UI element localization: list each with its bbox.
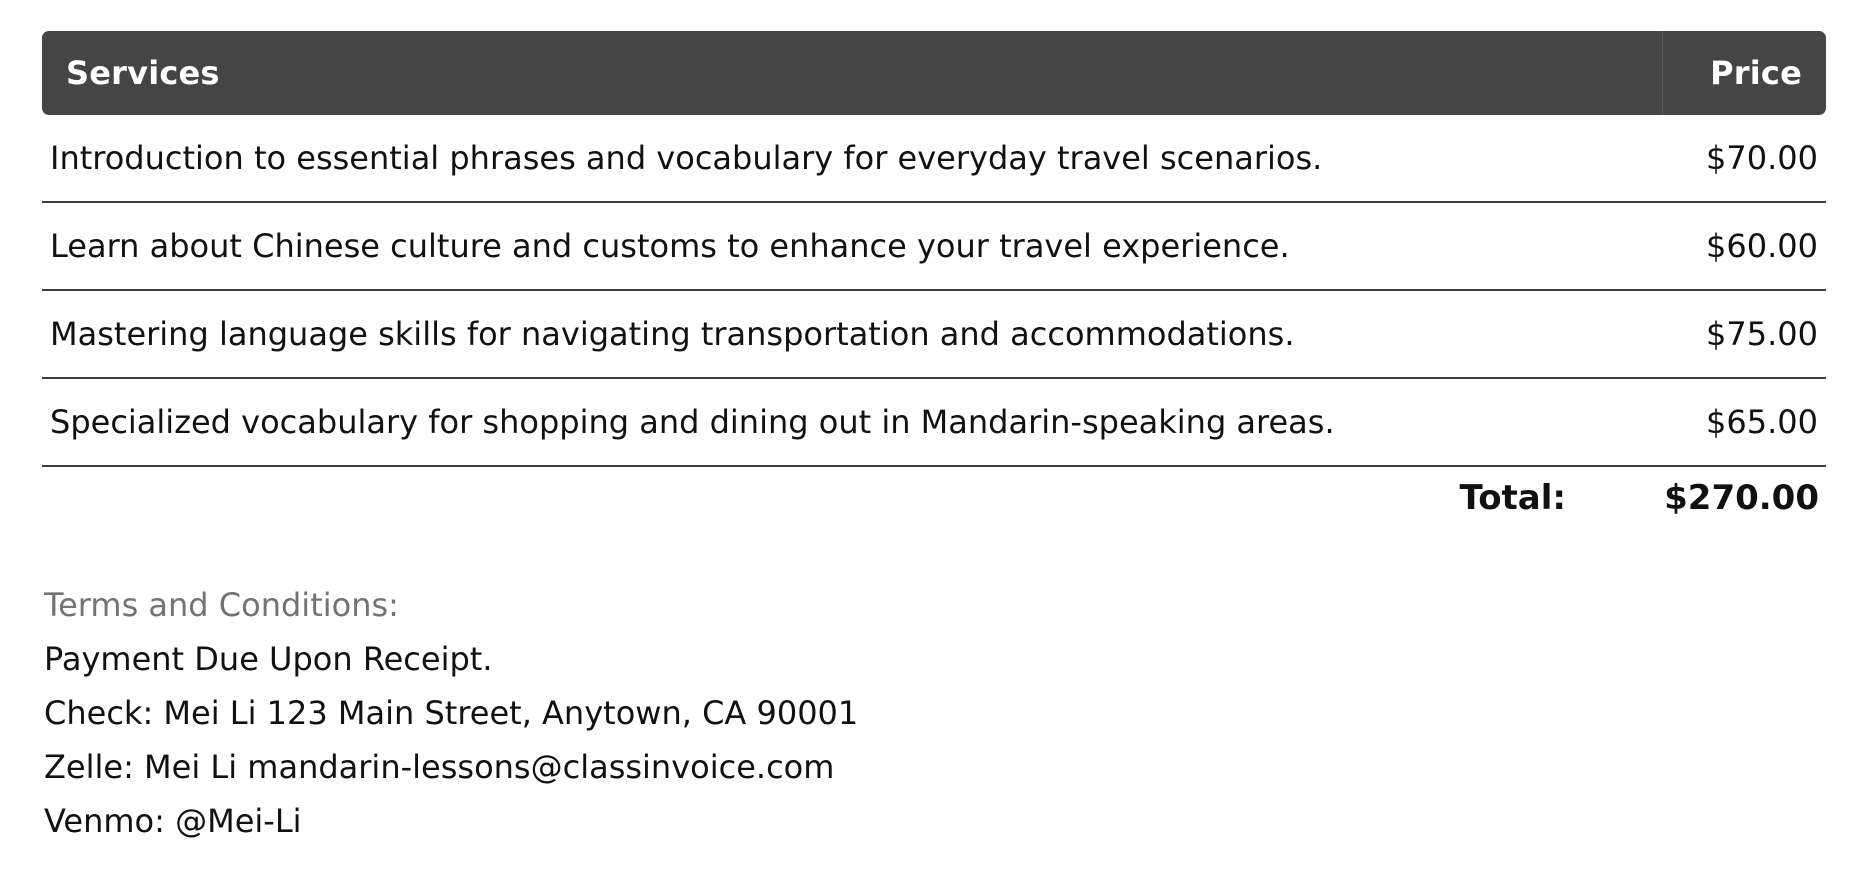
total-amount: $270.00 [1664,478,1819,518]
zelle-payment-info: Zelle: Mei Li mandarin-lessons@classinvoice.com [44,748,835,786]
service-price: $65.00 [1662,378,1826,466]
check-payment-info: Check: Mei Li 123 Main Street, Anytown, CA 90001 [44,694,859,732]
table-row [42,378,1826,466]
service-price: $70.00 [1662,115,1826,202]
table-body [42,115,1826,466]
service-description: Specialized vocabulary for shopping and dining out in Mandarin-speaking areas. [42,378,1662,466]
table-row [42,290,1826,378]
table-header-row [42,31,1826,115]
service-price: $75.00 [1662,290,1826,378]
service-description: Mastering language skills for navigating transportation and accommodations. [42,290,1662,378]
terms-and-conditions [44,578,858,848]
services-column-header: Services [42,31,1662,115]
venmo-payment-info: Venmo: @Mei-Li [44,802,302,840]
total-row [0,474,1868,534]
table-header [42,31,1826,115]
table-row [42,115,1826,202]
services-table [42,31,1826,467]
price-column-header: Price [1662,31,1826,115]
total-label: Total: [1459,478,1566,518]
terms-heading: Terms and Conditions: [44,586,399,624]
service-description: Introduction to essential phrases and vocabulary for everyday travel scenarios. [42,115,1662,202]
service-description: Learn about Chinese culture and customs to enhance your travel experience. [42,202,1662,290]
payment-due-note: Payment Due Upon Receipt. [44,640,493,678]
service-price: $60.00 [1662,202,1826,290]
table-row [42,202,1826,290]
